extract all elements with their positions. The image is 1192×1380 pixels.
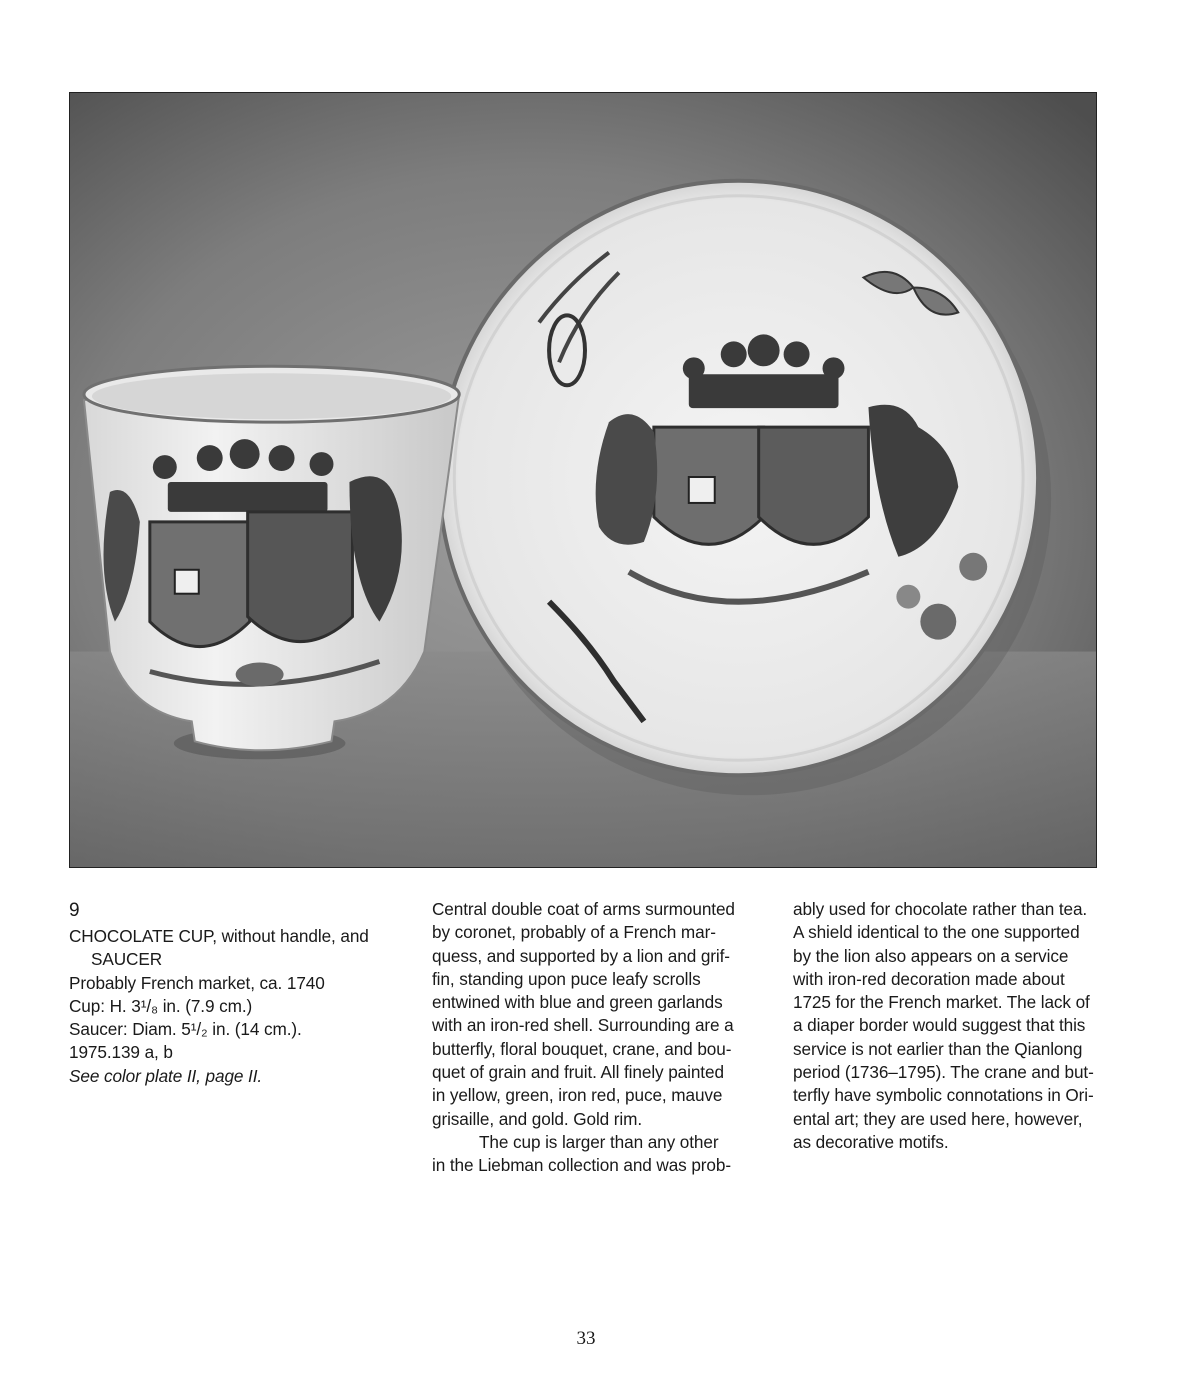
description-line: with an iron-red shell. Surrounding are a: [432, 1015, 734, 1036]
description-line: quess, and supported by a lion and grif-: [432, 945, 730, 966]
description-line: in yellow, green, iron red, puce, mauve: [432, 1085, 723, 1106]
description-line: grisaille, and gold. Gold rim.: [432, 1108, 643, 1129]
description-line: fin, standing upon puce leafy scrolls: [432, 968, 701, 989]
cup-dimensions: Cup: H. 3¹/₈ in. (7.9 cm.): [69, 995, 253, 1016]
description-line: service is not earlier than the Qianlong: [793, 1038, 1083, 1059]
catalogue-caption: [69, 898, 389, 1088]
cup-and-saucer-image: [70, 93, 1096, 867]
object-title: CHOCOLATE CUP, without handle, and: [69, 926, 369, 946]
description-line: by the lion also appears on a service: [793, 945, 1069, 966]
object-title-continued: SAUCER: [91, 949, 163, 970]
description-column: [432, 898, 752, 1178]
catalogue-number: 9: [69, 900, 80, 921]
saucer-dimensions: Saucer: Diam. 5¹/₂ in. (14 cm.).: [69, 1019, 302, 1040]
accession-number: 1975.139 a, b: [69, 1042, 173, 1063]
description-line: entwined with blue and green garlands: [432, 992, 723, 1013]
description-line: as decorative motifs.: [793, 1131, 949, 1152]
description-line: terfly have symbolic connotations in Ori-: [793, 1085, 1094, 1106]
description-line: A shield identical to the one supported: [793, 922, 1080, 943]
description-column-continued: [793, 898, 1113, 1154]
description-line: The cup is larger than any other: [479, 1131, 719, 1152]
description-line: period (1736–1795). The crane and but-: [793, 1062, 1094, 1083]
description-line: 1725 for the French market. The lack of: [793, 992, 1090, 1013]
object-market: Probably French market, ca. 1740: [69, 972, 325, 993]
description-line: Central double coat of arms surmounted: [432, 899, 735, 919]
description-line: butterfly, floral bouquet, crane, and bou-: [432, 1038, 732, 1059]
description-line: in the Liebman collection and was prob-: [432, 1155, 731, 1176]
color-plate-reference: See color plate II, page II.: [69, 1065, 263, 1086]
description-line: a diaper border would suggest that this: [793, 1015, 1086, 1036]
description-line: ental art; they are used here, however,: [793, 1108, 1083, 1129]
photograph: [69, 92, 1097, 868]
description-line: with iron-red decoration made about: [793, 968, 1065, 989]
description-line: ably used for chocolate rather than tea.: [793, 899, 1088, 919]
page-number: 33: [576, 1328, 596, 1349]
description-line: quet of grain and fruit. All finely painted: [432, 1062, 724, 1083]
description-line: by coronet, probably of a French mar-: [432, 922, 716, 943]
